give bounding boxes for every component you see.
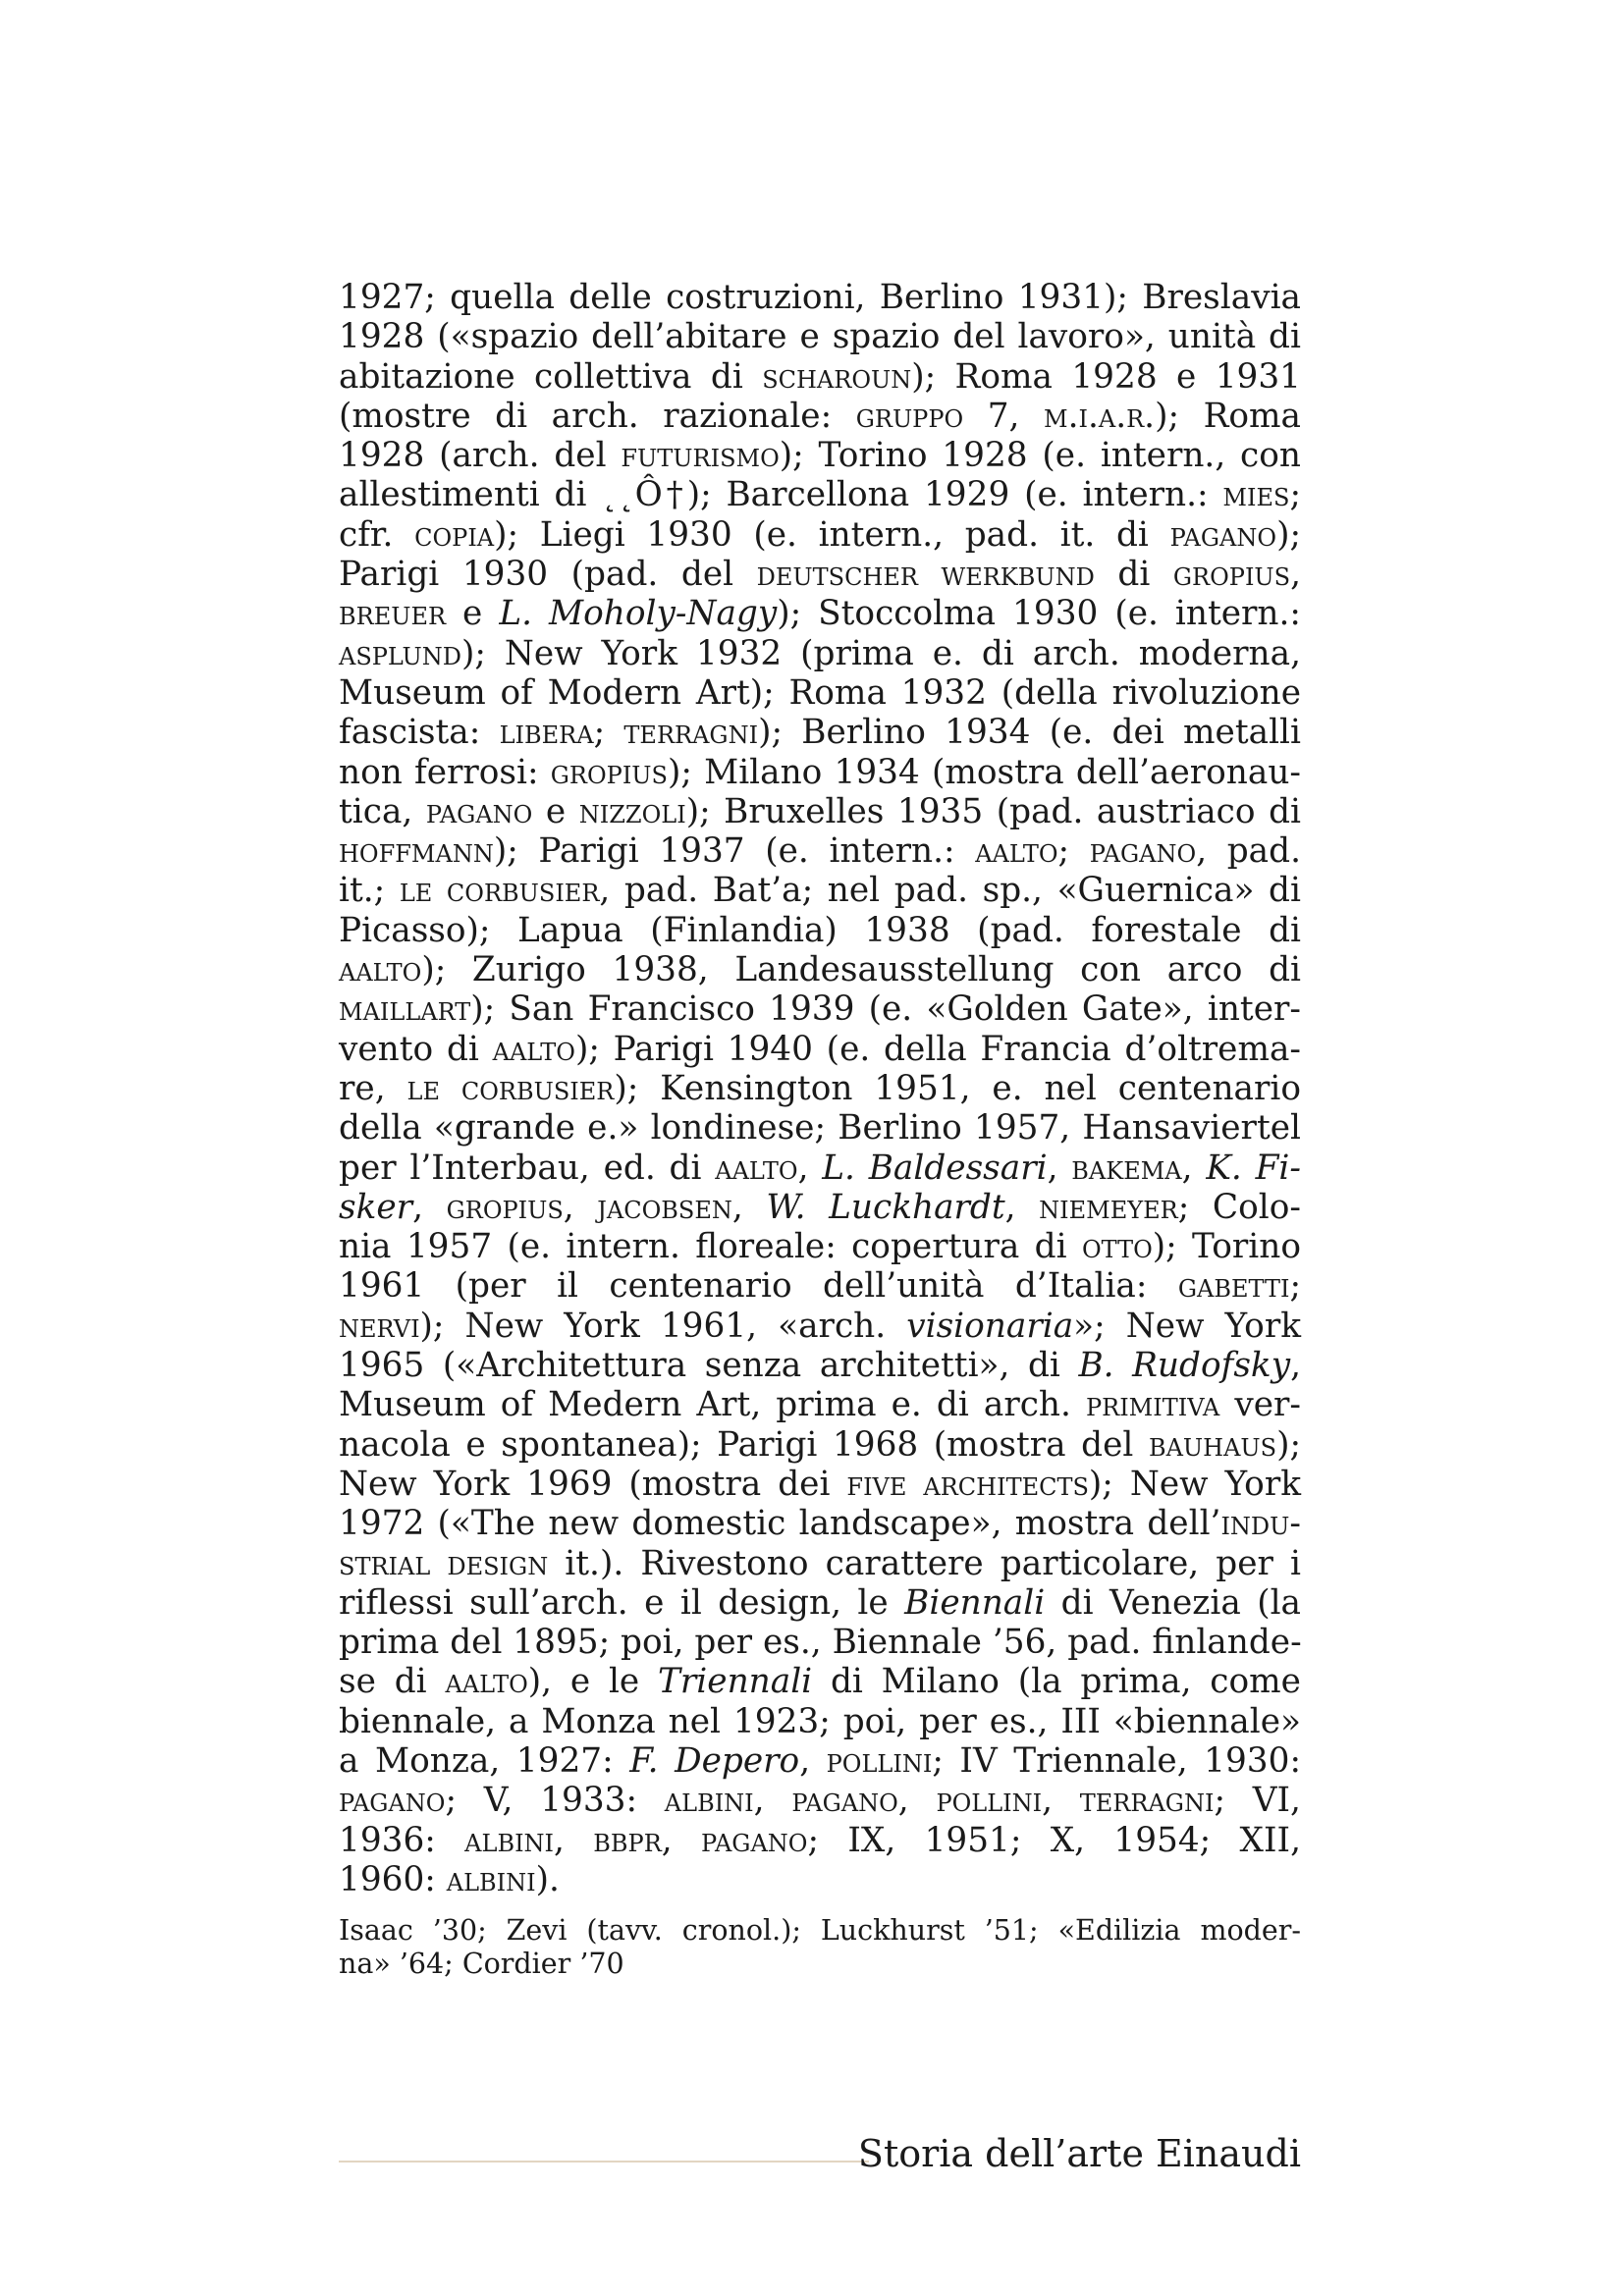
small-caps-name: futurismo: [621, 436, 780, 476]
text-line: 1927; quella delle costruzioni, Berlino 1931); Breslavia: [339, 278, 1301, 317]
text-line: a Monza, 1927: F. Depero, pollini; IV Triennale, 1930:: [339, 1740, 1301, 1781]
small-caps-name: deutscher werkbund: [756, 555, 1095, 595]
body-text: [339, 278, 1301, 1899]
text-line: maillart); San Francisco 1939 (e. «Golden Gate», inter-: [339, 989, 1301, 1030]
text-line: New York 1969 (mostra dei five architects); New York: [339, 1464, 1301, 1504]
small-caps-name: hoffmann: [339, 831, 494, 872]
text-line: abitazione collettiva di scharoun); Roma 1928 e 1931: [339, 356, 1301, 397]
small-caps-name: pagano: [425, 791, 533, 831]
small-caps-name: le corbusier: [406, 1068, 615, 1108]
small-caps-name: bauhaus: [1148, 1424, 1277, 1465]
text-line: sker, gropius, jacobsen, W. Luckhardt, niemeyer; Colo-: [339, 1187, 1301, 1227]
text-line: 1965 («Architettura senza architetti», di B. Rudofsky,: [339, 1346, 1301, 1386]
small-caps-name: aalto: [975, 831, 1058, 872]
text-line: Museum of Modern Art); Roma 1932 (della rivoluzione: [339, 672, 1301, 713]
text-line: della «grande e.» londinese; Berlino 1957, Hansaviertel: [339, 1108, 1301, 1148]
small-caps-name: aalto: [339, 950, 422, 990]
text-line: fascista: libera; terragni); Berlino 1934 (e. dei metalli: [339, 713, 1301, 753]
small-caps-name: niemeyer: [1039, 1187, 1178, 1227]
small-caps-name: terragni: [1079, 1781, 1215, 1821]
small-caps-name: pagano: [339, 1781, 446, 1821]
text-line: Museum of Medern Art, prima e. di arch. primitiva ver-: [339, 1385, 1301, 1425]
small-caps-name: gropius: [550, 752, 668, 792]
text-line: nacola e spontanea); Parigi 1968 (mostra del bauhaus);: [339, 1424, 1301, 1465]
small-caps-name: le corbusier: [399, 871, 600, 911]
small-caps-name: asplund: [339, 633, 462, 673]
text-line: vento di aalto); Parigi 1940 (e. della Francia d’oltrema-: [339, 1029, 1302, 1069]
small-caps-name: pollini: [826, 1740, 933, 1781]
text-line: (mostre di arch. razionale: gruppo 7, m.i.a.r.); Roma: [339, 396, 1302, 436]
small-caps-name: aalto: [715, 1148, 798, 1188]
text-line: strial design it.). Rivestono carattere particolare, per i: [339, 1543, 1301, 1583]
text-line: na» ’64; Cordier ’70: [339, 1948, 624, 1980]
text-line: hoffmann); Parigi 1937 (e. intern.: aalto; pagano, pad.: [339, 831, 1301, 872]
small-caps-name: scharoun: [762, 356, 912, 397]
small-caps-name: pollini: [936, 1781, 1043, 1821]
italic-name: L. Baldessari: [822, 1148, 1048, 1188]
small-caps-name: pagano: [1169, 514, 1277, 555]
text-line: aalto); Zurigo 1938, Landesausstellung con arco di: [339, 950, 1301, 990]
text-line: 1928 (arch. del futurismo); Torino 1928 (e. intern., con: [339, 436, 1302, 476]
references: [339, 1914, 1301, 1981]
italic-name: L. Moholy-Nagy: [499, 594, 778, 634]
small-caps-name: indu-: [1220, 1504, 1301, 1544]
italic-name: Triennali: [658, 1662, 813, 1702]
text-line: allestimenti di ˛˛Ô†); Barcellona 1929 (e. intern.: mies;: [339, 475, 1301, 515]
text-line: Isaac ’30; Zevi (tavv. cronol.); Luckhurst ’51; «Edilizia moder-: [339, 1914, 1301, 1947]
text-line: re, le corbusier); Kensington 1951, e. nel centenario: [339, 1068, 1302, 1108]
small-caps-name: gropius: [1172, 555, 1291, 595]
italic-name: sker: [339, 1187, 413, 1227]
text-line: Parigi 1930 (pad. del deutscher werkbund di gropius,: [339, 555, 1301, 595]
small-caps-name: terragni: [623, 713, 759, 753]
small-caps-name: aalto: [445, 1662, 528, 1702]
small-caps-name: pagano: [1089, 831, 1197, 872]
small-caps-name: otto: [1081, 1227, 1153, 1267]
small-caps-name: albini: [446, 1859, 536, 1899]
small-caps-name: strial design: [339, 1543, 549, 1583]
text-line: se di aalto), e le Triennali di Milano (la prima, come: [339, 1662, 1301, 1702]
text-line: non ferrosi: gropius); Milano 1934 (mostra dell’aeronau-: [339, 752, 1302, 792]
text-line: pagano; V, 1933: albini, pagano, pollini, terragni; VI,: [339, 1781, 1301, 1821]
small-caps-name: gropius: [446, 1187, 564, 1227]
text-line: cfr. copia); Liegi 1930 (e. intern., pad. it. di pagano);: [339, 514, 1301, 555]
text-line: nia 1957 (e. intern. floreale: copertura di otto); Torino: [339, 1227, 1301, 1267]
small-caps-name: nizzoli: [578, 791, 686, 831]
small-caps-name: mies: [1222, 475, 1290, 515]
text-line: 1972 («The new domestic landscape», mostra dell’indu-: [339, 1504, 1301, 1544]
small-caps-name: breuer: [339, 594, 447, 634]
small-caps-name: bakema: [1071, 1148, 1182, 1188]
text-line: biennale, a Monza nel 1923; poi, per es., III «biennale»: [339, 1701, 1301, 1741]
footer-rule: [339, 2161, 869, 2163]
footer-label: Storia dell’arte Einaudi: [857, 2132, 1301, 2175]
small-caps-name: m.i.a.r.: [1044, 396, 1156, 436]
small-caps-name: aalto: [492, 1029, 575, 1069]
text-line: riflessi sull’arch. e il design, le Biennali di Venezia (la: [339, 1582, 1301, 1623]
text-line: tica, pagano e nizzoli); Bruxelles 1935 (pad. austriaco di: [339, 791, 1301, 831]
small-caps-name: primitiva: [1085, 1385, 1220, 1425]
text-line: 1960: albini).: [339, 1859, 560, 1899]
small-caps-name: copia: [414, 514, 495, 555]
text-line: 1928 («spazio dell’abitare e spazio del lavoro», unità di: [339, 317, 1301, 357]
small-caps-name: albini: [464, 1820, 555, 1860]
small-caps-name: pagano: [791, 1781, 898, 1821]
text-line: 1961 (per il centenario dell’unità d’Italia: gabetti;: [339, 1266, 1301, 1307]
small-caps-name: gruppo: [855, 396, 964, 436]
italic-name: W. Luckhardt: [766, 1187, 1005, 1227]
small-caps-name: albini: [664, 1781, 754, 1821]
small-caps-name: pagano: [701, 1820, 808, 1860]
italic-name: Biennali: [904, 1582, 1046, 1623]
italic-name: F. Depero: [629, 1740, 800, 1781]
text-line: breuer e L. Moholy-Nagy); Stoccolma 1930 (e. intern.:: [339, 594, 1301, 634]
small-caps-name: bbpr: [593, 1820, 662, 1860]
text-line: per l’Interbau, ed. di aalto, L. Baldessari, bakema, K. Fi-: [339, 1148, 1301, 1188]
small-caps-name: jacobsen: [597, 1187, 732, 1227]
italic-name: visionaria: [906, 1306, 1074, 1346]
text-line: nervi); New York 1961, «arch. visionaria»; New York: [339, 1306, 1301, 1346]
italic-name: K. Fi-: [1206, 1148, 1301, 1188]
text-line: Picasso); Lapua (Finlandia) 1938 (pad. forestale di: [339, 910, 1301, 950]
small-caps-name: libera: [499, 713, 594, 753]
text-line: it.; le corbusier, pad. Bat’a; nel pad. sp., «Guernica» di: [339, 871, 1301, 911]
text-line: prima del 1895; poi, per es., Biennale ’56, pad. finlande-: [339, 1623, 1302, 1663]
text-line: asplund); New York 1932 (prima e. di arch. moderna,: [339, 633, 1301, 673]
small-caps-name: nervi: [339, 1306, 420, 1346]
small-caps-name: five architects: [846, 1464, 1089, 1504]
small-caps-name: maillart: [339, 989, 471, 1030]
small-caps-name: gabetti: [1177, 1266, 1290, 1307]
italic-name: B. Rudofsky: [1078, 1346, 1291, 1386]
text-line: 1936: albini, bbpr, pagano; IX, 1951; X, 1954; XII,: [339, 1820, 1301, 1860]
